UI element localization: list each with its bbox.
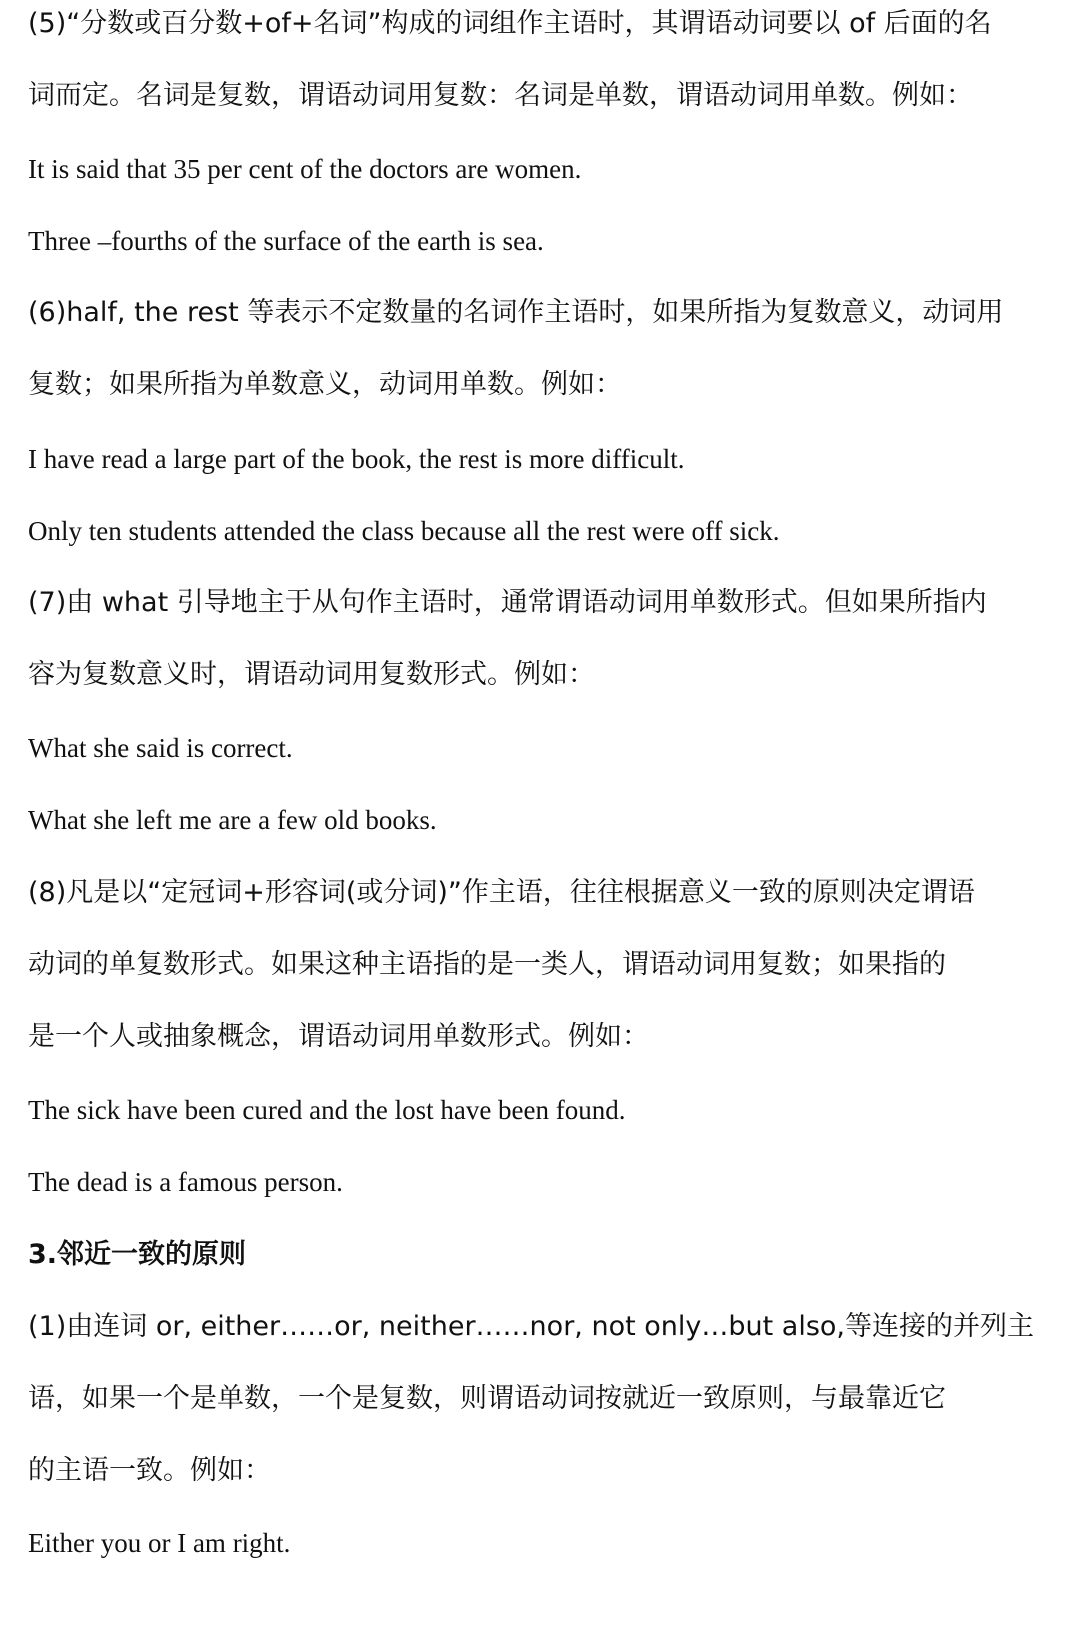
- rule5-example1: It is said that 35 per cent of the doctors are women.: [28, 154, 582, 184]
- rule6-example1: I have read a large part of the book, the rest is more difficult.: [28, 444, 685, 474]
- rule8-example1: The sick have been cured and the lost have been found.: [28, 1095, 626, 1125]
- rule3-1-line3: 的主语一致。例如：: [28, 1455, 271, 1486]
- rule3-1-line2: 语，如果一个是单数，一个是复数，则谓语动词按就近一致原则，与最靠近它: [28, 1383, 946, 1414]
- rule8-line3: 是一个人或抽象概念，谓语动词用单数形式。例如：: [28, 1021, 649, 1052]
- rule5-example2: Three –fourths of the surface of the earth is sea.: [28, 226, 544, 256]
- rule3-1-line1: (1)由连词 or, either……or, neither……nor, not only…but also,等连接的并列主: [28, 1311, 1035, 1342]
- rule7-line2: 容为复数意义时，谓语动词用复数形式。例如：: [28, 659, 595, 690]
- rule6-example2: Only ten students attended the class because all the rest were off sick.: [28, 516, 780, 546]
- rule5-line1: (5)“分数或百分数+of+名词”构成的词组作主语时，其谓语动词要以 of 后面的名: [28, 8, 992, 39]
- rule5-line2: 词而定。名词是复数，谓语动词用复数：名词是单数，谓语动词用单数。例如：: [28, 80, 973, 111]
- rule7-example1: What she said is correct.: [28, 733, 293, 763]
- rule7-line1: (7)由 what 引导地主于从句作主语时，通常谓语动词用单数形式。但如果所指内: [28, 587, 987, 618]
- rule3-1-example1: Either you or I am right.: [28, 1528, 291, 1558]
- section3-heading: 3.邻近一致的原则: [28, 1239, 247, 1270]
- rule8-line1: (8)凡是以“定冠词+形容词(或分词)”作主语，往往根据意义一致的原则决定谓语: [28, 877, 975, 908]
- rule8-line2: 动词的单复数形式。如果这种主语指的是一类人，谓语动词用复数；如果指的: [28, 949, 946, 980]
- rule7-example2: What she left me are a few old books.: [28, 805, 437, 835]
- rule8-example2: The dead is a famous person.: [28, 1167, 343, 1197]
- rule6-line2: 复数；如果所指为单数意义，动词用单数。例如：: [28, 369, 622, 400]
- rule6-line1: (6)half, the rest 等表示不定数量的名词作主语时，如果所指为复数意义，动词用: [28, 297, 1004, 328]
